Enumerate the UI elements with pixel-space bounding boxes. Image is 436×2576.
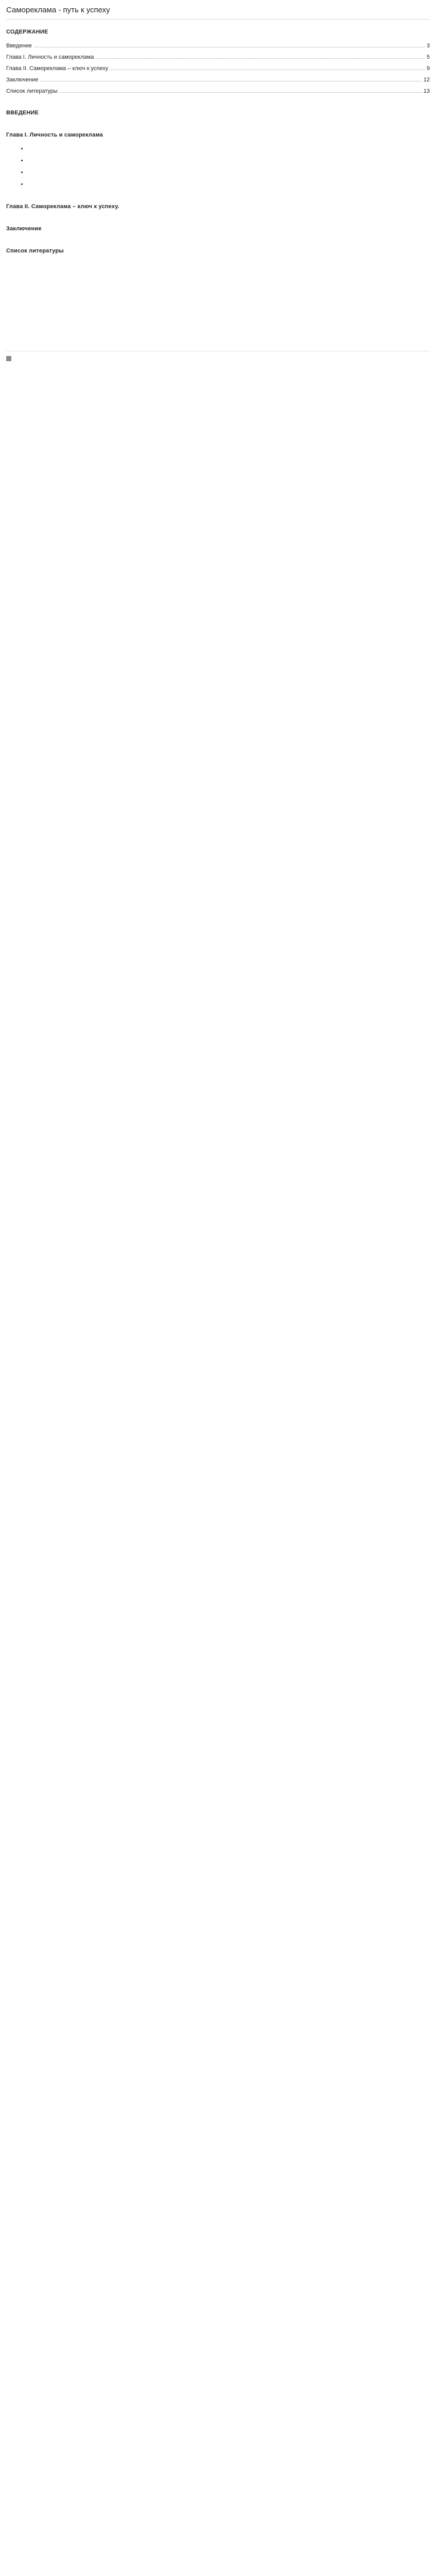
toc-item-page: 5 — [426, 54, 430, 61]
bullet-item — [28, 180, 430, 189]
conclusion — [6, 225, 430, 233]
bullet-item — [28, 157, 430, 165]
document-title: Самореклама - путь к успеху — [6, 6, 110, 14]
reference-item — [6, 297, 430, 306]
intro-heading: ВВЕДЕНИЕ — [6, 109, 39, 116]
bullet-item — [28, 168, 430, 177]
toc-item[interactable] — [6, 42, 430, 50]
toc-item[interactable] — [6, 64, 430, 73]
toc-dot-leader — [60, 92, 422, 93]
toc-item-page: 9 — [426, 65, 430, 72]
chapter-two-heading: Глава II. Самореклама – ключ к успеху. — [6, 203, 119, 210]
toc-item-page: 3 — [426, 43, 430, 49]
toc-item-page: 13 — [423, 88, 430, 95]
toc-item[interactable] — [6, 76, 430, 84]
reference-item — [6, 261, 430, 269]
reference-list — [6, 261, 430, 342]
footer-bottom-title[interactable] — [6, 354, 430, 363]
reference-item — [6, 279, 430, 287]
title-divider — [6, 19, 430, 20]
references-heading: Список литературы — [6, 247, 64, 254]
conclusion-heading: Заключение — [6, 225, 42, 232]
toc-dot-leader — [96, 58, 424, 59]
reference-item — [6, 333, 430, 342]
references — [6, 247, 430, 342]
bullet-item — [28, 145, 430, 154]
toc-item-page: 12 — [423, 77, 430, 83]
footer — [6, 354, 430, 363]
table-of-contents — [6, 42, 430, 96]
chapter-two — [6, 202, 430, 211]
chapter-one — [6, 131, 430, 189]
toc-item-label: Глава I. Личность и самореклама — [6, 54, 94, 61]
document-icon — [6, 356, 11, 361]
toc-heading: СОДЕРЖАНИЕ — [6, 29, 48, 36]
toc-item-label: Введение — [6, 43, 32, 49]
chapter-one-bullets — [6, 145, 430, 189]
toc-item-label: Список литературы — [6, 88, 58, 95]
reference-item — [6, 315, 430, 324]
toc-item-label: Заключение — [6, 77, 39, 83]
toc-item-label: Глава II. Самореклама – ключ к успеху — [6, 65, 109, 72]
chapter-one-heading: Глава I. Личность и самореклама — [6, 131, 103, 138]
toc-item[interactable] — [6, 53, 430, 62]
toc-item[interactable] — [6, 87, 430, 96]
